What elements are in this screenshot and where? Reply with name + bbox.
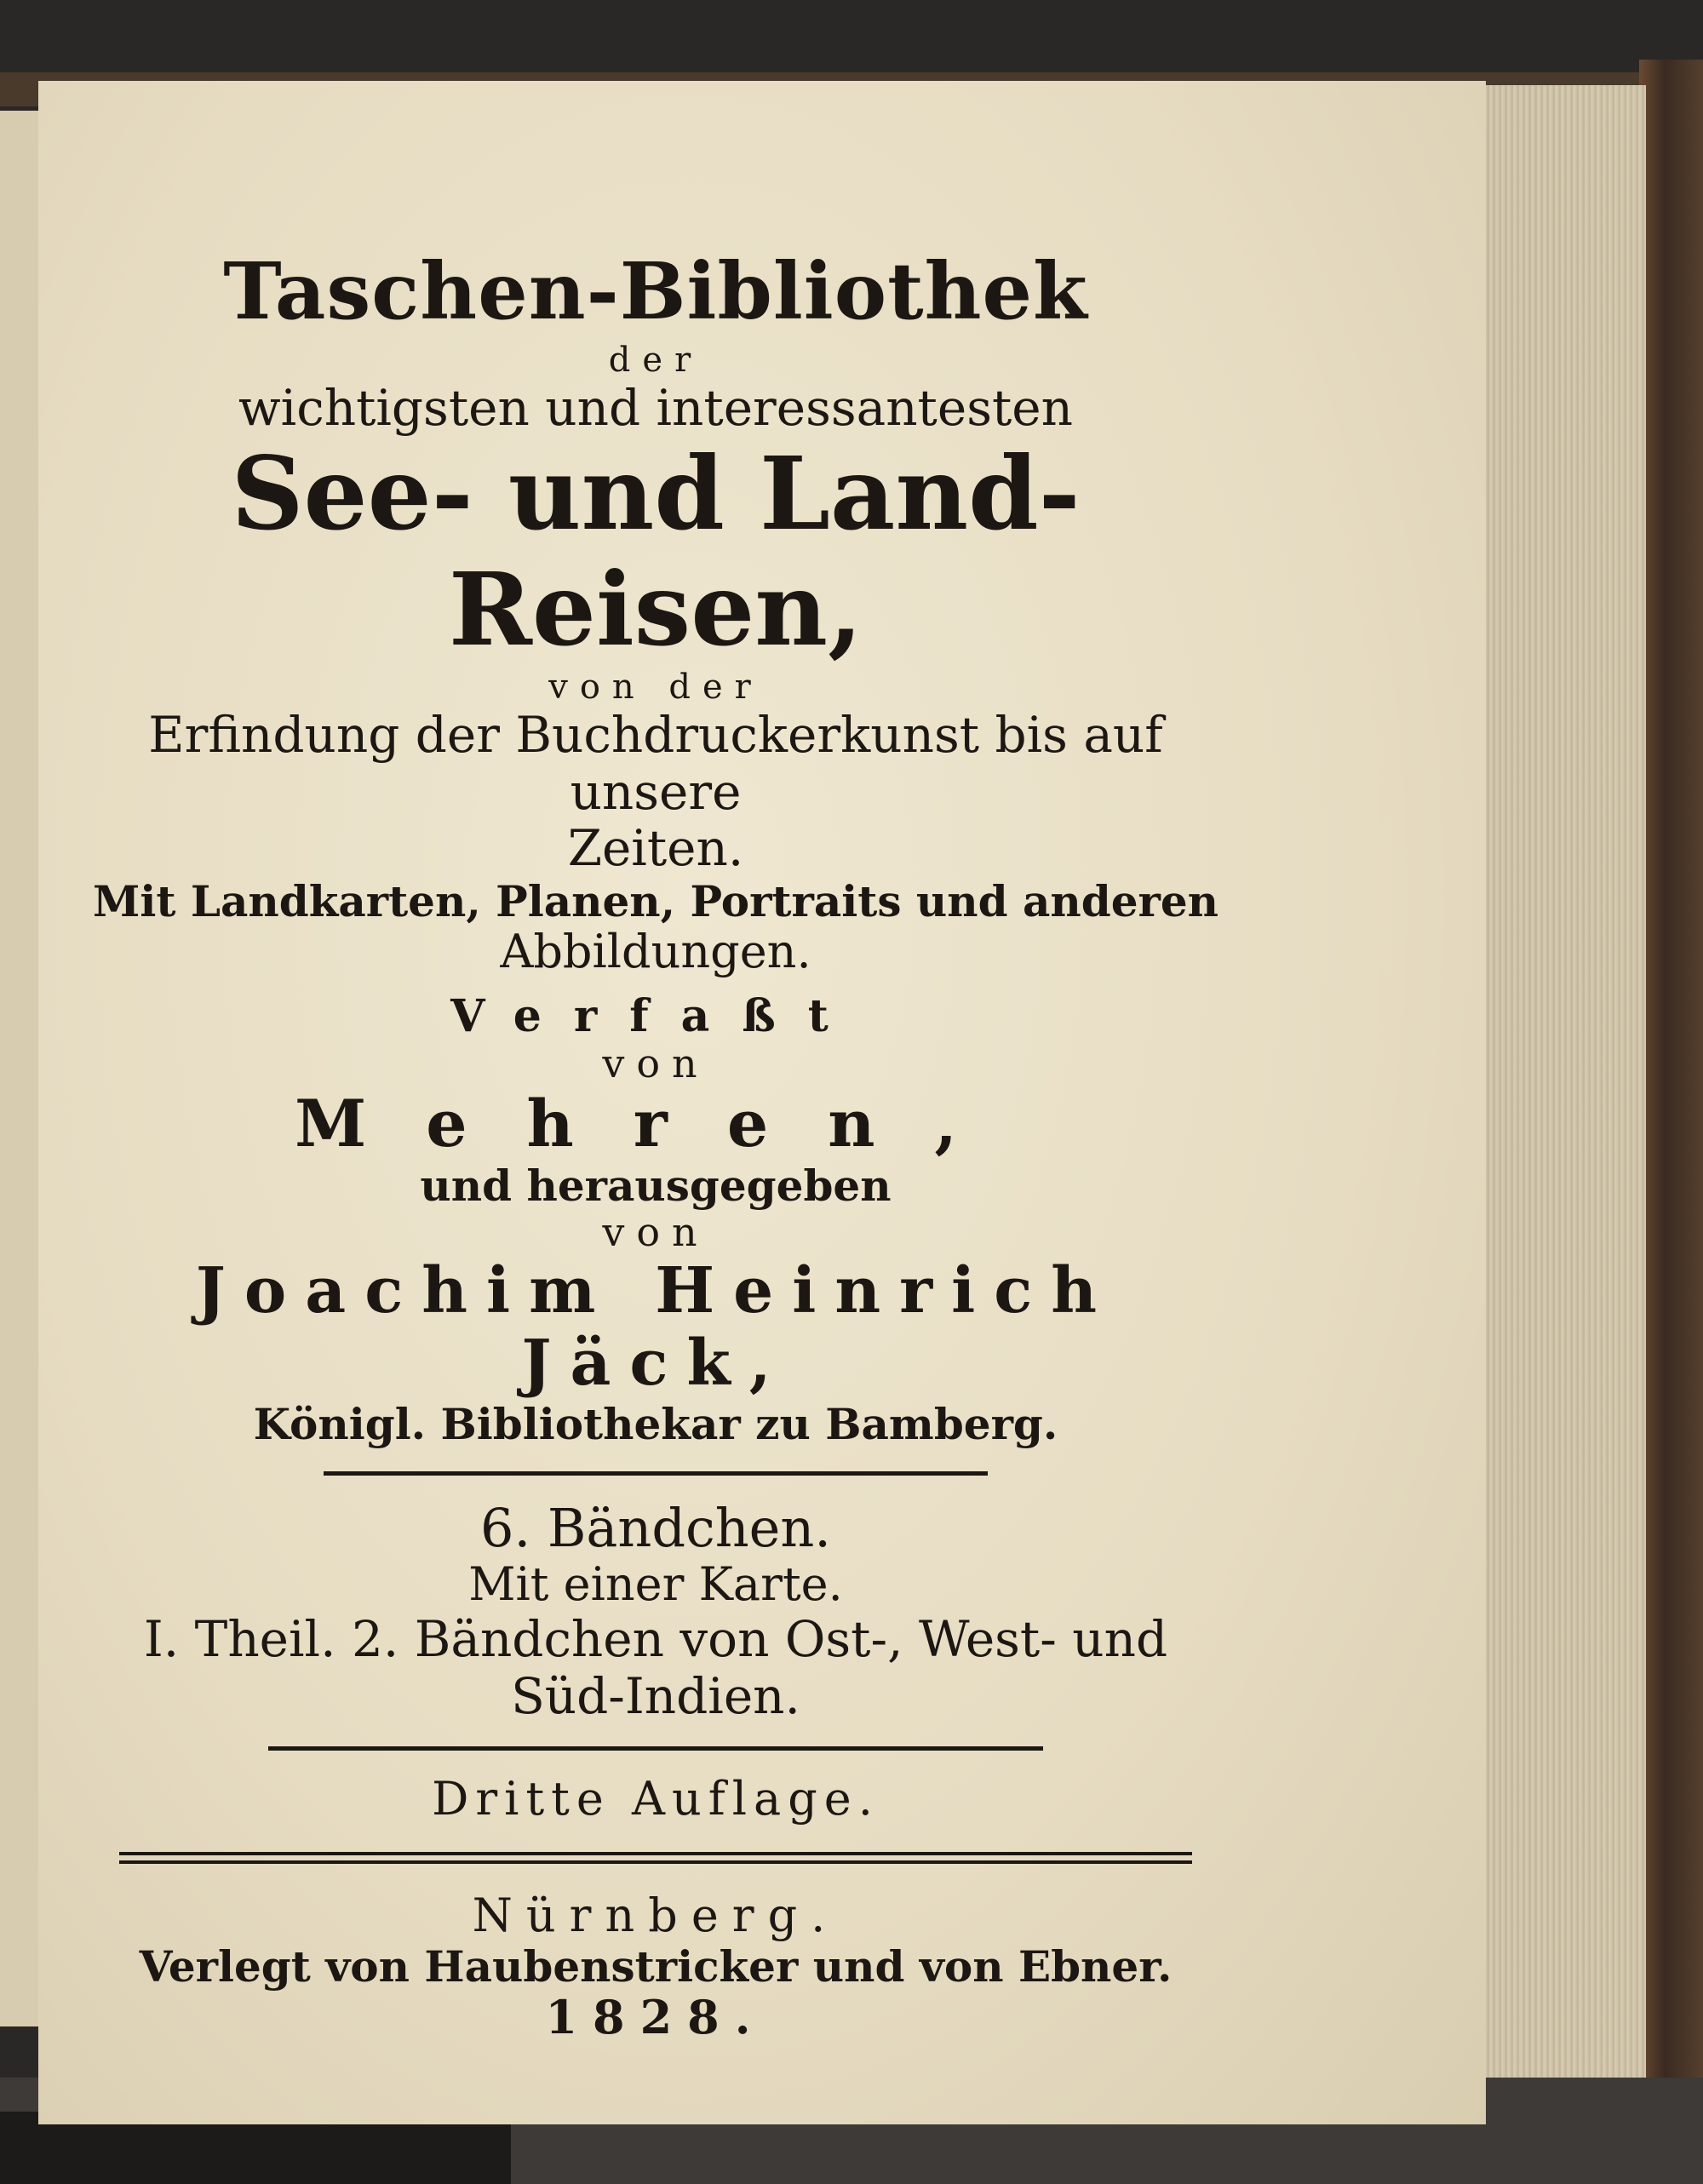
line-herausgegeben: und herausgegeben <box>420 1160 892 1211</box>
line-von-2: von <box>602 1209 709 1256</box>
line-abbildungen: Abbildungen. <box>500 925 811 979</box>
facing-page-edge <box>0 111 40 2026</box>
line-editor-name: Joachim Heinrich Jäck, <box>195 1253 1116 1401</box>
line-erfindung: Erfindung der Buchdruckerkunst bis auf unsere <box>148 705 1163 821</box>
line-der: der <box>608 340 703 380</box>
line-baendchen: 6. Bändchen. <box>480 1496 831 1559</box>
line-bibliothekar: Königl. Bibliothekar zu Bamberg. <box>253 1399 1058 1450</box>
line-von-der: von der <box>548 667 763 707</box>
line-author-mehren: Mehren, <box>295 1086 1017 1162</box>
title-page-text <box>85 247 1226 2044</box>
line-zeiten: Zeiten. <box>567 819 744 878</box>
line-main-title: See- und Land-Reisen, <box>231 434 1081 669</box>
divider-1 <box>324 1471 988 1476</box>
divider-2 <box>268 1746 1043 1751</box>
book-title: Taschen-Bibliothek <box>223 245 1088 337</box>
line-von-1: von <box>602 1040 709 1087</box>
book-cover-spine-edge <box>1639 60 1703 2120</box>
line-landkarten: Mit Landkarten, Planen, Portraits und anderen <box>92 875 1219 926</box>
line-jahr: 1828. <box>545 1990 766 2045</box>
line-auflage: Dritte Auflage. <box>432 1772 880 1826</box>
page-edges <box>1482 85 1646 2078</box>
line-sued-indien: Süd-Indien. <box>511 1666 800 1725</box>
line-verlegt: Verlegt von Haubenstricker und von Ebner. <box>139 1940 1173 1992</box>
line-karte: Mit einer Karte. <box>468 1556 843 1611</box>
divider-double <box>119 1852 1192 1864</box>
line-ort: Nürnberg. <box>472 1888 840 1942</box>
line-verfasst: Verfaßt <box>450 989 861 1042</box>
line-wichtigsten: wichtigsten und interessantesten <box>238 378 1073 437</box>
line-theil: I. Theil. 2. Bändchen von Ost-, West- und <box>143 1610 1168 1669</box>
